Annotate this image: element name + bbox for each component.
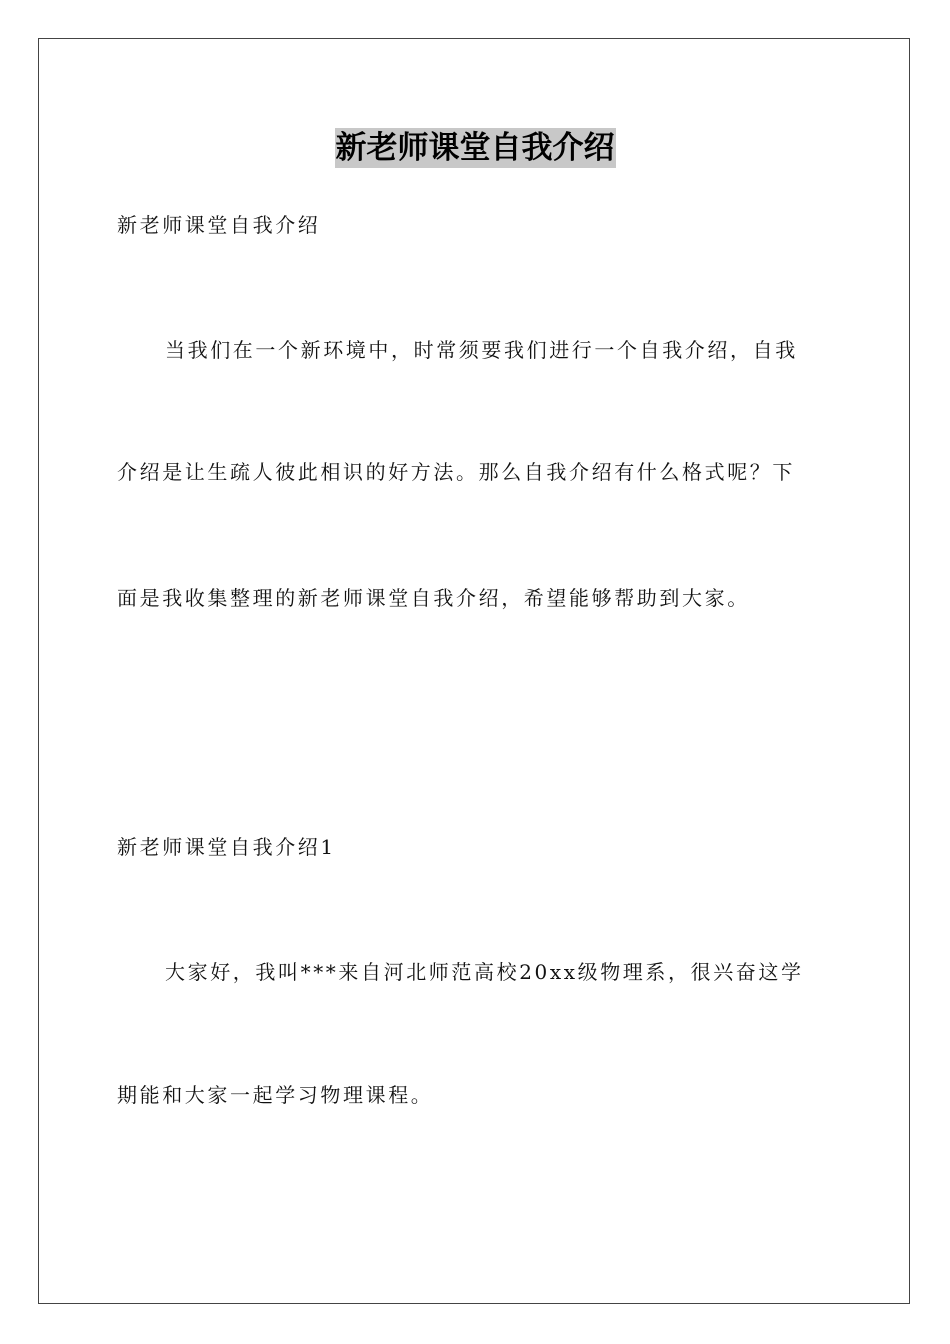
intro-line-1: 当我们在一个新环境中，时常须要我们进行一个自我介绍，自我 [165, 338, 798, 362]
section-line-2: 期能和大家一起学习物理课程。 [117, 1083, 434, 1107]
section-line-1: 大家好，我叫***来自河北师范高校20xx级物理系，很兴奋这学 [165, 960, 804, 984]
document-subtitle: 新老师课堂自我介绍 [117, 213, 321, 237]
document-title: 新老师课堂自我介绍 [335, 130, 615, 166]
section-heading: 新老师课堂自我介绍1 [117, 835, 336, 859]
title-container [0, 128, 950, 168]
intro-line-2: 介绍是让生疏人彼此相识的好方法。那么自我介绍有什么格式呢？下 [117, 460, 795, 484]
intro-line-3: 面是我收集整理的新老师课堂自我介绍，希望能够帮助到大家。 [117, 586, 750, 610]
